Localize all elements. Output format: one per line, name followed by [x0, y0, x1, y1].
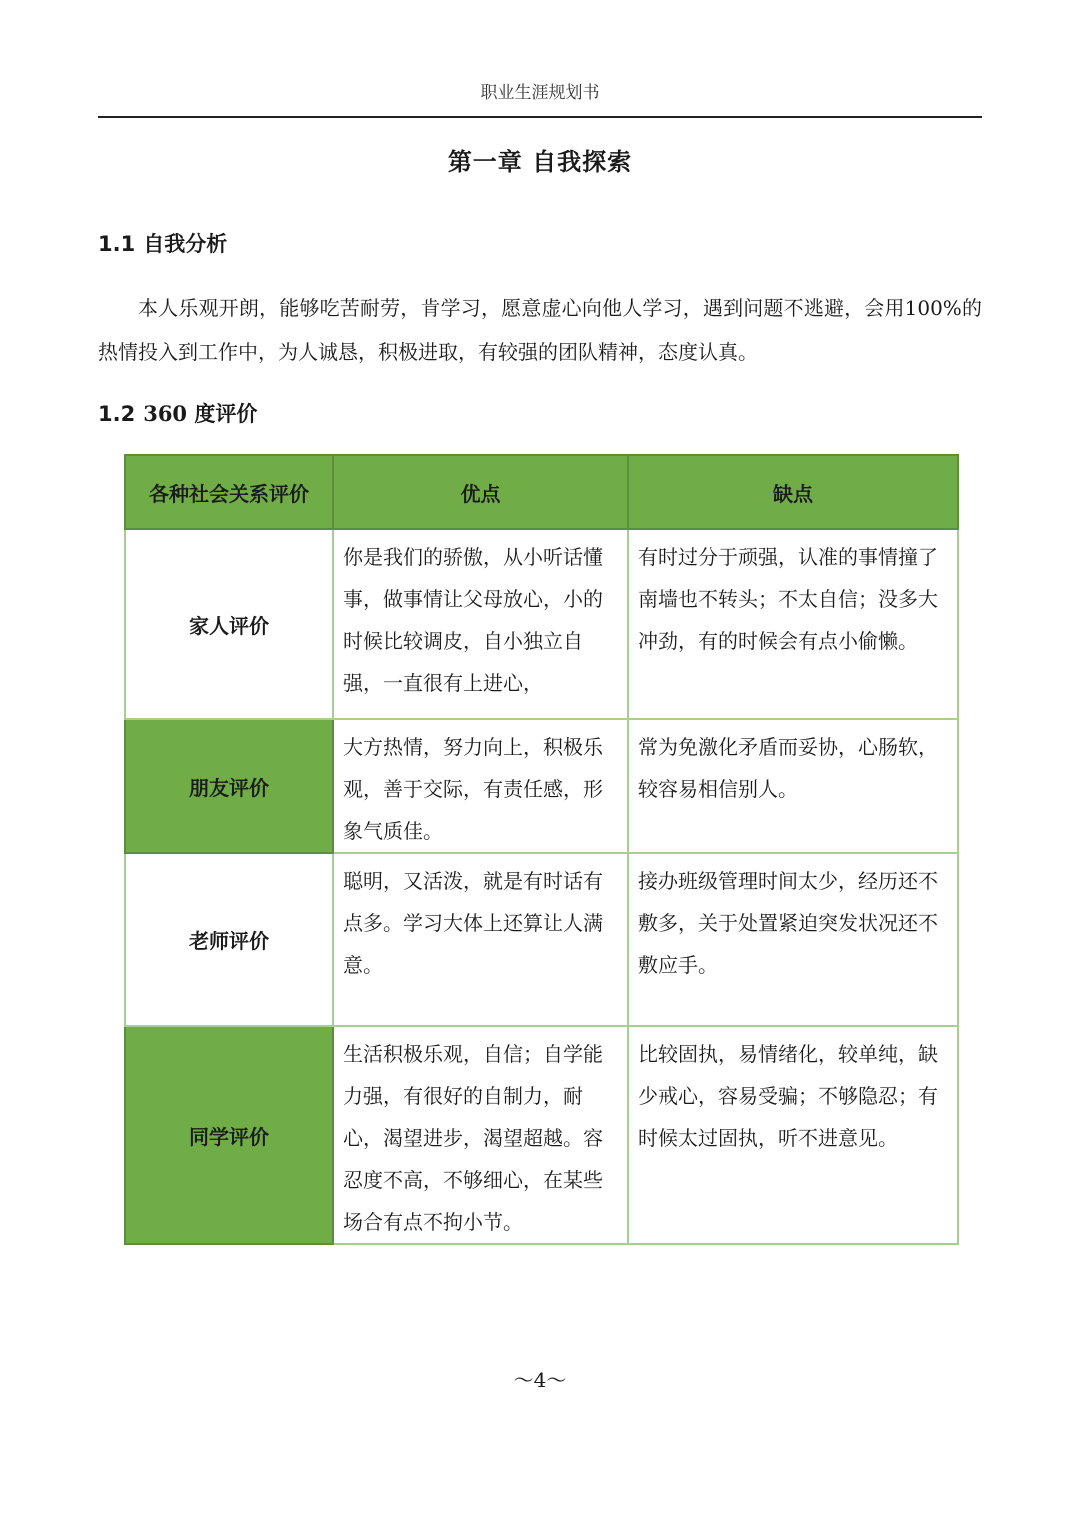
row-label: 同学评价 [125, 1026, 333, 1244]
section-number: 1.1 [98, 232, 136, 256]
header-pros: 优点 [333, 455, 628, 529]
header-relation: 各种社会关系评价 [125, 455, 333, 529]
table-row [125, 529, 958, 719]
row-label: 老师评价 [125, 853, 333, 1026]
header-rule [98, 116, 982, 118]
page-header: 职业生涯规划书 [480, 83, 600, 103]
section-heading-1-2 [98, 398, 257, 428]
table-header-row [125, 455, 958, 529]
section-number: 1.2 [98, 402, 136, 426]
pros-cell: 聪明，又活泼，就是有时话有点多。学习大体上还算让人满意。 [333, 853, 628, 1026]
table-row [125, 853, 958, 1026]
row-label: 家人评价 [125, 529, 333, 719]
evaluation-table [124, 454, 959, 1245]
section-title: 360 度评价 [143, 401, 258, 426]
header-cons: 缺点 [628, 455, 958, 529]
chapter-title: 第一章 自我探索 [447, 147, 633, 176]
page-number: ～4～ [513, 1368, 567, 1392]
cons-cell: 有时过分于顽强，认准的事情撞了南墙也不转头；不太自信；没多大冲劲，有的时候会有点小偷懒。 [628, 529, 958, 719]
pros-cell: 生活积极乐观，自信；自学能力强，有很好的自制力，耐心，渴望进步，渴望超越。容忍度不高，不够细心，在某些场合有点不拘小节。 [333, 1026, 628, 1244]
row-label: 朋友评价 [125, 719, 333, 853]
cons-cell: 接办班级管理时间太少，经历还不敷多，关于处置紧迫突发状况还不敷应手。 [628, 853, 958, 1026]
table-row [125, 1026, 958, 1244]
cons-cell: 常为免激化矛盾而妥协，心肠软，较容易相信别人。 [628, 719, 958, 853]
self-analysis-paragraph: 本人乐观开朗，能够吃苦耐劳，肯学习，愿意虚心向他人学习，遇到问题不逃避，会用100%的热情投入到工作中，为人诚恳，积极进取，有较强的团队精神，态度认真。 [98, 296, 982, 364]
pros-cell: 你是我们的骄傲，从小听话懂事，做事情让父母放心，小的时候比较调皮，自小独立自强，一直很有上进心， [333, 529, 628, 719]
cons-cell: 比较固执，易情绪化，较单纯，缺少戒心，容易受骗；不够隐忍；有时候太过固执，听不进意见。 [628, 1026, 958, 1244]
section-title: 自我分析 [143, 231, 228, 256]
pros-cell: 大方热情，努力向上，积极乐观，善于交际，有责任感，形象气质佳。 [333, 719, 628, 853]
section-heading-1-1 [98, 228, 227, 258]
table-row [125, 719, 958, 853]
